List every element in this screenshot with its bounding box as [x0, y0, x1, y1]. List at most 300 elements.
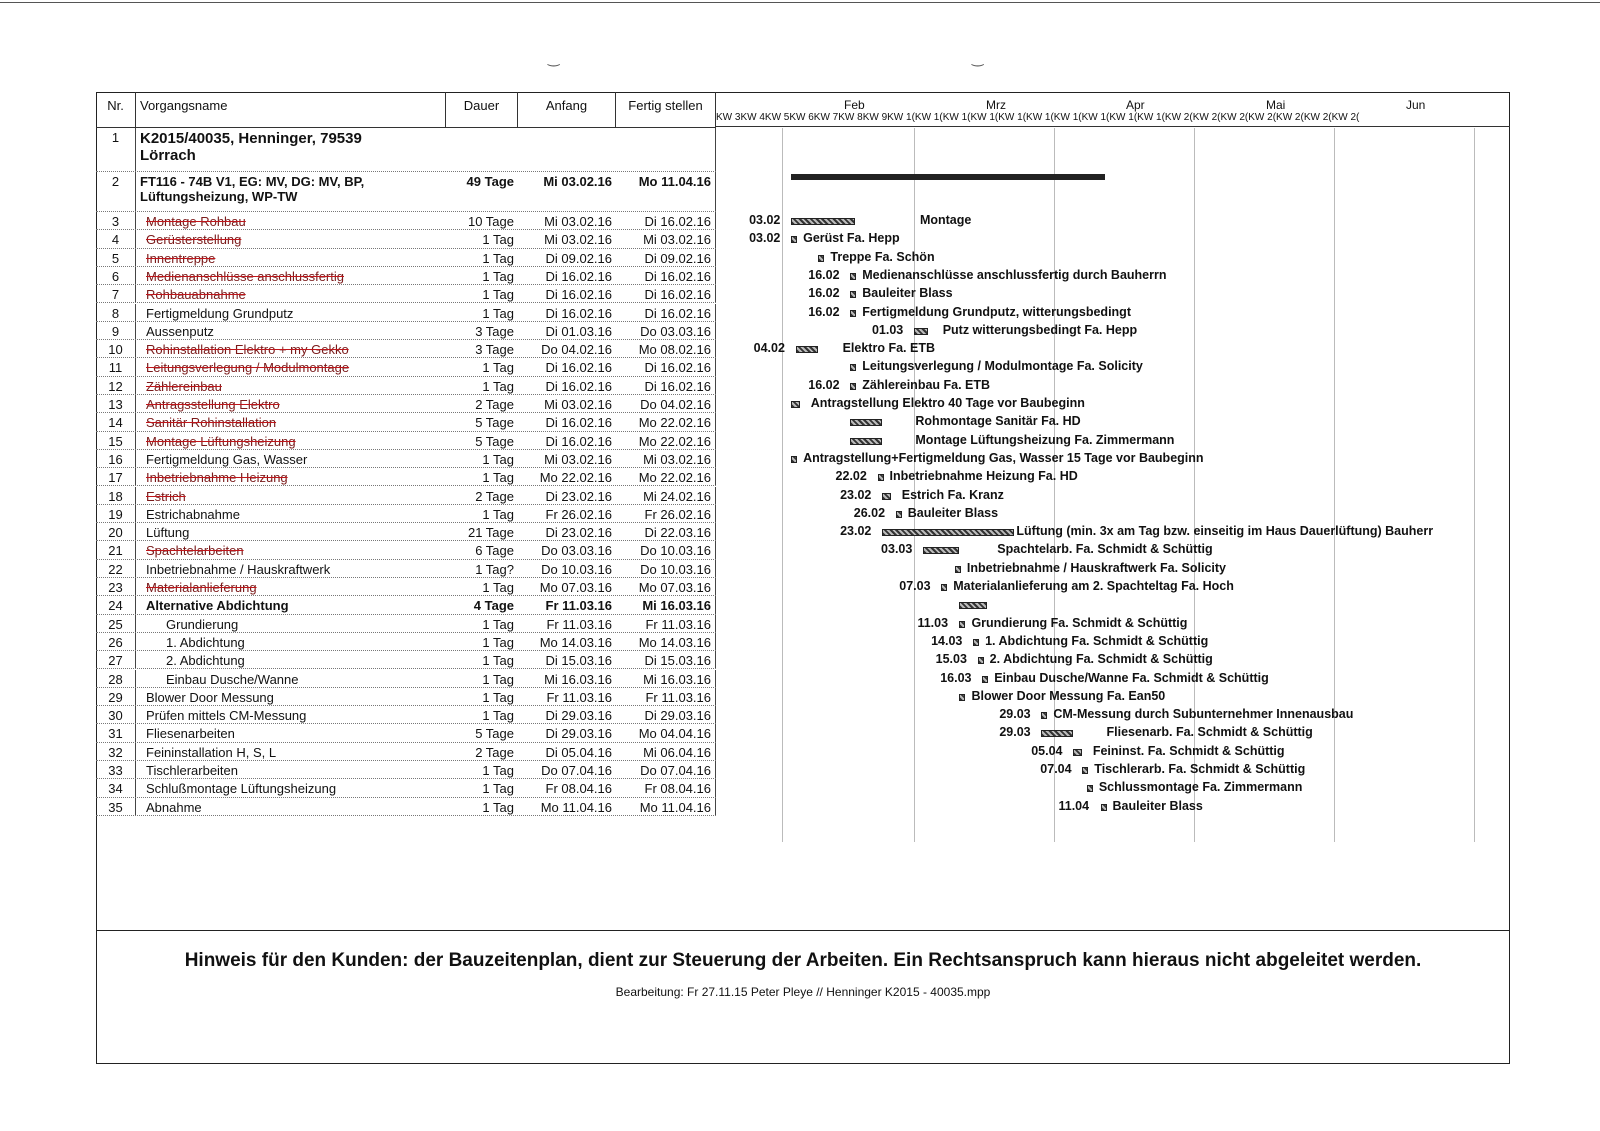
- gantt-task-label: Medienanschlüsse anschlussfertig durch Bauherrn: [862, 267, 1167, 282]
- task-bar: [1082, 767, 1088, 774]
- task-name-line: Blower Door Messung: [146, 689, 274, 705]
- task-duration: 1 Tag: [482, 763, 514, 778]
- task-name: [136, 358, 446, 375]
- task-name-line: Lüftung: [146, 525, 190, 541]
- task-name-line: 2. Abdichtung: [166, 653, 245, 669]
- task-name: [136, 761, 446, 778]
- task-end: Di 16.02.16: [616, 212, 716, 229]
- task-duration: 1 Tag: [482, 616, 514, 632]
- task-nr: 28: [96, 670, 136, 687]
- task-nr: 30: [96, 706, 136, 723]
- task-name: [136, 505, 446, 522]
- task-name: [136, 340, 446, 357]
- task-start: Mi 03.02.16: [544, 397, 612, 412]
- gantt-task-label: Feininst. Fa. Schmidt & Schüttig: [1092, 743, 1285, 758]
- gantt-date-label: 05.04: [1031, 743, 1063, 758]
- task-bar: [850, 291, 856, 298]
- task-bar: [978, 657, 984, 664]
- task-nr: 6: [96, 267, 136, 284]
- task-bar: [955, 566, 961, 573]
- task-start: [518, 128, 616, 171]
- task-end: Di 29.03.16: [616, 706, 716, 723]
- task-start: Di 29.03.16: [545, 726, 612, 742]
- task-start: Do 04.02.16: [541, 342, 612, 358]
- gantt-task-label: Treppe Fa. Schön: [830, 249, 935, 264]
- task-end: Mo 08.02.16: [616, 340, 716, 357]
- gantt-date-label: 29.03: [999, 725, 1031, 740]
- task-row: [96, 615, 716, 633]
- task-row: [96, 468, 716, 486]
- header-duration: Dauer: [446, 92, 518, 128]
- month-label: Mai: [1266, 98, 1286, 112]
- gridline: [782, 128, 783, 842]
- gantt-task-label: Fertigmeldung Grundputz, witterungsbedingt: [862, 304, 1131, 319]
- task-name-line: Feininstallation H, S, L: [146, 744, 277, 760]
- task-start: Mo 14.03.16: [539, 634, 612, 650]
- task-row: [96, 487, 716, 505]
- task-duration: 5 Tage: [475, 433, 514, 449]
- task-name-line: Montage Lüftungsheizung: [146, 433, 296, 449]
- gantt-date-label: 16.03: [940, 670, 972, 685]
- task-nr: 25: [96, 615, 136, 632]
- task-bar: [973, 639, 979, 646]
- task-row: [96, 798, 716, 816]
- task-nr: 5: [96, 249, 136, 266]
- task-duration: 1 Tag: [482, 506, 514, 522]
- task-end: Mo 07.03.16: [616, 578, 716, 595]
- header-end: Fertig stellen: [616, 92, 716, 128]
- task-name: [136, 432, 446, 449]
- task-name: [136, 779, 446, 796]
- task-bar: [850, 383, 856, 390]
- task-start: Mo 11.04.16: [540, 799, 612, 815]
- task-row: [96, 172, 716, 212]
- task-name-line: Rohbauabnahme: [146, 287, 246, 303]
- task-start: Mi 16.03.16: [544, 671, 612, 687]
- task-bar: [850, 364, 856, 371]
- task-nr: 27: [96, 651, 136, 668]
- gantt-task-label: Putz witterungsbedingt Fa. Hepp: [942, 322, 1138, 337]
- task-nr: 16: [96, 450, 136, 467]
- task-nr: 15: [96, 432, 136, 449]
- gantt-task-label: Leitungsverlegung / Modulmontage Fa. Solicity: [862, 359, 1143, 374]
- task-nr: 35: [96, 798, 136, 815]
- gantt-task-label: Lüftung (min. 3x am Tag bzw. einseitig im Haus Dauerlüftung) Bauherr: [1016, 524, 1434, 539]
- gantt-date-label: 16.02: [808, 377, 840, 392]
- task-end: Fr 11.03.16: [616, 688, 716, 705]
- gantt-task-label: Montage Lüftungsheizung Fa. Zimmermann: [915, 432, 1175, 447]
- task-name: [136, 230, 446, 247]
- task-nr: 34: [96, 779, 136, 796]
- task-duration: 1 Tag?: [475, 561, 514, 577]
- task-row: [96, 413, 716, 431]
- task-start: Di 16.02.16: [545, 415, 612, 431]
- scan-mark: ‿: [548, 50, 560, 66]
- task-name: [136, 249, 446, 266]
- task-row: [96, 377, 716, 395]
- gantt-date-label: 11.03: [917, 615, 949, 630]
- task-nr: 3: [96, 212, 136, 229]
- task-name: [136, 651, 446, 668]
- task-name: [136, 322, 446, 339]
- task-bar: [791, 236, 797, 243]
- gantt-date-label: 16.02: [808, 304, 840, 319]
- task-duration: 1 Tag: [482, 232, 514, 248]
- task-name: [136, 267, 446, 284]
- task-bar: [882, 493, 891, 500]
- task-duration: 1 Tag: [482, 653, 514, 669]
- gantt-task-label: Estrich Fa. Kranz: [901, 487, 1004, 502]
- task-start: Mi 03.02.16: [544, 232, 612, 248]
- task-end: Mi 03.02.16: [616, 450, 716, 467]
- task-end: Di 16.02.16: [616, 304, 716, 321]
- task-name: [136, 560, 446, 577]
- task-start: Mo 22.02.16: [539, 470, 612, 486]
- task-name-line: Sanitär Rohinstallation: [146, 415, 277, 431]
- task-row: [96, 651, 716, 669]
- task-duration: 49 Tage: [466, 174, 514, 189]
- task-name-line: Einbau Dusche/Wanne: [166, 671, 299, 687]
- task-row: [96, 340, 716, 358]
- task-nr: 19: [96, 505, 136, 522]
- task-end: Mo 11.04.16: [616, 172, 716, 211]
- task-duration: 1 Tag: [482, 451, 514, 467]
- month-label: Feb: [844, 98, 865, 112]
- task-name-line: Lüftungsheizung, WP-TW: [140, 189, 298, 204]
- task-name-line: Medienanschlüsse anschlussfertig: [146, 268, 344, 284]
- task-nr: 31: [96, 724, 136, 741]
- task-nr: 12: [96, 377, 136, 394]
- month-label: Jun: [1406, 98, 1426, 112]
- task-row: [96, 230, 716, 248]
- schedule-table: [96, 92, 1510, 842]
- task-start: Di 01.03.16: [545, 323, 612, 339]
- task-name: [136, 395, 446, 412]
- gantt-date-label: 03.02: [749, 213, 781, 227]
- task-bar: [850, 310, 856, 317]
- gantt-date-label: 23.02: [840, 487, 872, 502]
- task-nr: 20: [96, 523, 136, 540]
- gantt-task-label: Antragstellung+Fertigmeldung Gas, Wasser 15 Tage vor Baubeginn: [803, 450, 1204, 465]
- task-start: Di 16.02.16: [545, 305, 612, 321]
- task-name: [136, 688, 446, 705]
- gantt-task-label: Bauleiter Blass: [862, 286, 953, 301]
- task-end: Mi 16.03.16: [616, 670, 716, 687]
- task-name-line: Montage Rohbau: [146, 214, 246, 229]
- gantt-chart: [716, 92, 1510, 842]
- task-name: [136, 487, 446, 504]
- task-duration: 1 Tag: [482, 799, 514, 815]
- task-end: Mi 16.03.16: [616, 596, 716, 613]
- task-name-line: Inbetriebnahme / Hauskraftwerk: [146, 561, 331, 577]
- task-nr: 9: [96, 322, 136, 339]
- gantt-date-label: 11.04: [1058, 798, 1090, 813]
- task-duration: 3 Tage: [475, 342, 514, 358]
- gantt-task-label: Grundierung Fa. Schmidt & Schüttig: [971, 615, 1188, 630]
- task-bar: [959, 621, 965, 628]
- task-nr: 1: [96, 128, 136, 171]
- task-name-line: Fertigmeldung Gas, Wasser: [146, 451, 308, 467]
- task-duration: 1 Tag: [482, 689, 514, 705]
- task-bar: [850, 273, 856, 280]
- edit-credit: Bearbeitung: Fr 27.11.15 Peter Pleye // Henninger K2015 - 40035.mpp: [615, 985, 991, 999]
- task-row: [96, 523, 716, 541]
- task-row: [96, 688, 716, 706]
- gantt-task-label: CM-Messung durch Subunternehmer Innenausbau: [1053, 707, 1354, 722]
- gantt-task-label: Zählereinbau Fa. ETB: [862, 377, 991, 392]
- task-start: Di 23.02.16: [545, 488, 612, 504]
- task-name-line: Zählereinbau: [146, 378, 222, 394]
- header-start: Anfang: [518, 92, 616, 128]
- task-name: [136, 450, 446, 467]
- task-name-line: Fliesenarbeiten: [146, 726, 235, 742]
- task-start: Mi 03.02.16: [544, 451, 612, 467]
- task-nr: 33: [96, 761, 136, 778]
- scan-mark: ‿: [972, 50, 984, 66]
- task-end: Mo 11.04.16: [616, 798, 716, 815]
- task-bar: [941, 584, 947, 591]
- task-bar: [796, 346, 819, 353]
- task-duration: 3 Tage: [475, 323, 514, 339]
- task-nr: 18: [96, 487, 136, 504]
- task-name-line: Gerüsterstellung: [146, 232, 242, 248]
- task-duration: 6 Tage: [475, 543, 514, 559]
- task-end: Mo 22.02.16: [616, 432, 716, 449]
- task-name-line: Tischlerarbeiten: [146, 763, 239, 778]
- task-nr: 14: [96, 413, 136, 430]
- task-name-line: Innentreppe: [146, 250, 216, 266]
- task-name: [136, 541, 446, 558]
- task-bar: [1087, 785, 1093, 792]
- task-duration: 21 Tage: [467, 525, 514, 541]
- task-duration: 1 Tag: [482, 305, 514, 321]
- task-end: Mo 14.03.16: [616, 633, 716, 650]
- gantt-task-label: Einbau Dusche/Wanne Fa. Schmidt & Schüttig: [994, 670, 1269, 685]
- task-start: Di 16.02.16: [545, 287, 612, 303]
- task-start: Di 29.03.16: [545, 708, 612, 724]
- task-nr: 21: [96, 541, 136, 558]
- gantt-task-label: Rohmontage Sanitär Fa. HD: [915, 414, 1081, 429]
- task-name: [136, 413, 446, 430]
- gantt-date-label: 16.02: [808, 267, 840, 282]
- task-row: [96, 706, 716, 724]
- task-end: Di 16.02.16: [616, 377, 716, 394]
- task-duration: 1 Tag: [482, 287, 514, 303]
- task-bar: [896, 511, 902, 518]
- task-row: [96, 505, 716, 523]
- task-row: [96, 743, 716, 761]
- task-name: [136, 172, 446, 211]
- task-start: Do 07.04.16: [541, 763, 612, 778]
- gantt-task-label: Gerüst Fa. Hepp: [803, 231, 900, 246]
- task-name-line: Alternative Abdichtung: [146, 598, 289, 614]
- task-duration: 1 Tag: [482, 250, 514, 266]
- task-start: Fr 11.03.16: [545, 598, 612, 614]
- task-row: [96, 128, 716, 172]
- task-name: [136, 578, 446, 595]
- summary-bar: [791, 174, 1105, 180]
- gantt-task-label: Antragstellung Elektro 40 Tage vor Baubeginn: [810, 396, 1085, 410]
- task-bar: [1101, 804, 1107, 811]
- task-name-line: Abnahme: [146, 799, 202, 815]
- task-end: Mi 24.02.16: [616, 487, 716, 504]
- task-bar: [959, 602, 986, 609]
- task-name: [136, 128, 446, 171]
- task-duration: 1 Tag: [482, 580, 514, 595]
- task-duration: 4 Tage: [473, 598, 514, 614]
- task-start: Mo 07.03.16: [539, 580, 612, 595]
- task-bar: [914, 328, 928, 335]
- task-duration: 2 Tage: [475, 488, 514, 504]
- task-end: Di 15.03.16: [616, 651, 716, 668]
- task-start: Di 05.04.16: [545, 744, 612, 760]
- task-start: Di 16.02.16: [545, 378, 612, 394]
- task-start: Di 23.02.16: [545, 525, 612, 541]
- task-end: Do 07.04.16: [616, 761, 716, 778]
- task-duration: 2 Tage: [475, 397, 514, 412]
- task-name-line: FT116 - 74B V1, EG: MV, DG: MV, BP,: [140, 174, 365, 189]
- task-row: [96, 249, 716, 267]
- scan-top-edge: [0, 2, 1600, 3]
- gantt-task-label: Tischlerarb. Fa. Schmidt & Schüttig: [1094, 762, 1306, 776]
- task-name-line: Estrich: [146, 488, 186, 504]
- gantt-date-label: 14.03: [931, 633, 963, 648]
- task-nr: 22: [96, 560, 136, 577]
- task-end: Mo 22.02.16: [616, 468, 716, 485]
- task-nr: 17: [96, 468, 136, 485]
- task-name: [136, 285, 446, 302]
- task-end: Mo 04.04.16: [616, 724, 716, 741]
- gantt-task-label: Materialanlieferung am 2. Spachteltag Fa. Hoch: [953, 579, 1234, 593]
- task-name: [136, 468, 446, 485]
- task-row: [96, 358, 716, 376]
- gantt-date-label: 26.02: [853, 505, 886, 520]
- task-end: Do 04.02.16: [616, 395, 716, 412]
- task-end: Fr 11.03.16: [616, 615, 716, 632]
- task-row: [96, 322, 716, 340]
- task-end: Di 16.02.16: [616, 267, 716, 284]
- task-duration: 5 Tage: [475, 415, 514, 431]
- task-row: [96, 450, 716, 468]
- gantt-task-label: Inbetriebnahme Heizung Fa. HD: [889, 469, 1078, 484]
- task-row: [96, 212, 716, 230]
- task-name: [136, 724, 446, 741]
- task-start: Di 16.02.16: [545, 360, 612, 376]
- task-end: Fr 26.02.16: [616, 505, 716, 522]
- header-nr: Nr.: [96, 92, 136, 128]
- task-name-line: Inbetriebnahme Heizung: [146, 470, 288, 486]
- gantt-date-label: 01.03: [871, 322, 904, 337]
- task-row: [96, 761, 716, 779]
- task-start: Di 09.02.16: [545, 250, 612, 266]
- task-row: [96, 285, 716, 303]
- task-row: [96, 724, 716, 742]
- task-row: [96, 395, 716, 413]
- task-name: [136, 212, 446, 229]
- task-name: [136, 596, 446, 613]
- task-name-line: Leitungsverlegung / Modulmontage: [146, 360, 350, 376]
- customer-notice: Hinweis für den Kunden: der Bauzeitenplan, dient zur Steuerung der Arbeiten. Ein Rechtsanspruch kann hieraus nicht abgeleitet werden.: [184, 950, 1422, 971]
- task-name-line: Prüfen mittels CM-Messung: [146, 708, 307, 724]
- task-start: Fr 11.03.16: [546, 616, 612, 632]
- task-duration: 1 Tag: [482, 634, 514, 650]
- task-start: Mi 03.02.16: [544, 214, 612, 229]
- month-label: Apr: [1126, 98, 1145, 112]
- task-nr: 29: [96, 688, 136, 705]
- task-end: [616, 128, 716, 171]
- task-row: [96, 541, 716, 559]
- task-duration: 2 Tage: [475, 744, 514, 760]
- gantt-task-label: Schlussmontage Fa. Zimmermann: [1098, 780, 1303, 795]
- task-start: Do 03.03.16: [541, 543, 612, 559]
- gantt-task-label: Montage: [919, 213, 972, 227]
- task-nr: 32: [96, 743, 136, 760]
- gantt-task-label: 1. Abdichtung Fa. Schmidt & Schüttig: [985, 633, 1209, 648]
- header-name: Vorgangsname: [136, 92, 446, 128]
- task-bar: [878, 474, 884, 481]
- task-end: Di 09.02.16: [616, 249, 716, 266]
- task-start: Fr 11.03.16: [546, 689, 612, 705]
- task-bar: [818, 255, 824, 262]
- gantt-task-label: Blower Door Messung Fa. Ean50: [971, 688, 1166, 703]
- task-name-line: Materialanlieferung: [146, 580, 257, 595]
- task-nr: 26: [96, 633, 136, 650]
- task-start: Di 16.02.16: [545, 268, 612, 284]
- task-row: [96, 670, 716, 688]
- task-end: Mi 06.04.16: [616, 743, 716, 760]
- gantt-task-label: Spachtelarb. Fa. Schmidt & Schüttig: [997, 542, 1213, 557]
- task-row: [96, 432, 716, 450]
- task-bar: [959, 694, 965, 701]
- task-start: Mi 03.02.16: [543, 174, 612, 189]
- task-end: Di 16.02.16: [616, 358, 716, 375]
- task-name: [136, 743, 446, 760]
- task-duration: 1 Tag: [482, 708, 514, 724]
- task-name-line: Spachtelarbeiten: [146, 543, 244, 559]
- task-end: Do 03.03.16: [616, 322, 716, 339]
- gantt-date-label: 04.02: [753, 341, 785, 356]
- task-end: Mi 03.02.16: [616, 230, 716, 247]
- task-bar: [791, 456, 797, 463]
- task-start: Fr 26.02.16: [545, 506, 612, 522]
- gantt-task-label: Bauleiter Blass: [907, 505, 999, 520]
- task-name-line: Antragsstellung Elektro: [146, 397, 280, 412]
- gantt-task-label: Elektro Fa. ETB: [842, 341, 935, 356]
- task-bar: [923, 547, 959, 554]
- task-row: [96, 267, 716, 285]
- task-name-line: Fertigmeldung Grundputz: [146, 305, 294, 321]
- task-bar: [850, 419, 882, 426]
- task-end: Do 10.03.16: [616, 560, 716, 577]
- task-duration: 1 Tag: [482, 781, 514, 797]
- task-name: [136, 377, 446, 394]
- task-bar: [850, 438, 882, 445]
- task-bar: [982, 676, 988, 683]
- task-start: Fr 08.04.16: [545, 781, 612, 797]
- task-name: [136, 633, 446, 650]
- month-label: Mrz: [986, 98, 1006, 112]
- task-duration: 1 Tag: [482, 671, 514, 687]
- task-bar: [791, 401, 800, 408]
- task-end: Do 10.03.16: [616, 541, 716, 558]
- task-name: [136, 523, 446, 540]
- task-bar: [882, 529, 1014, 536]
- task-start: Di 16.02.16: [545, 433, 612, 449]
- task-name-line: Grundierung: [166, 616, 239, 632]
- task-nr: 13: [96, 395, 136, 412]
- gantt-date-label: 07.03: [899, 579, 931, 593]
- task-name-line: Lörrach: [140, 147, 196, 164]
